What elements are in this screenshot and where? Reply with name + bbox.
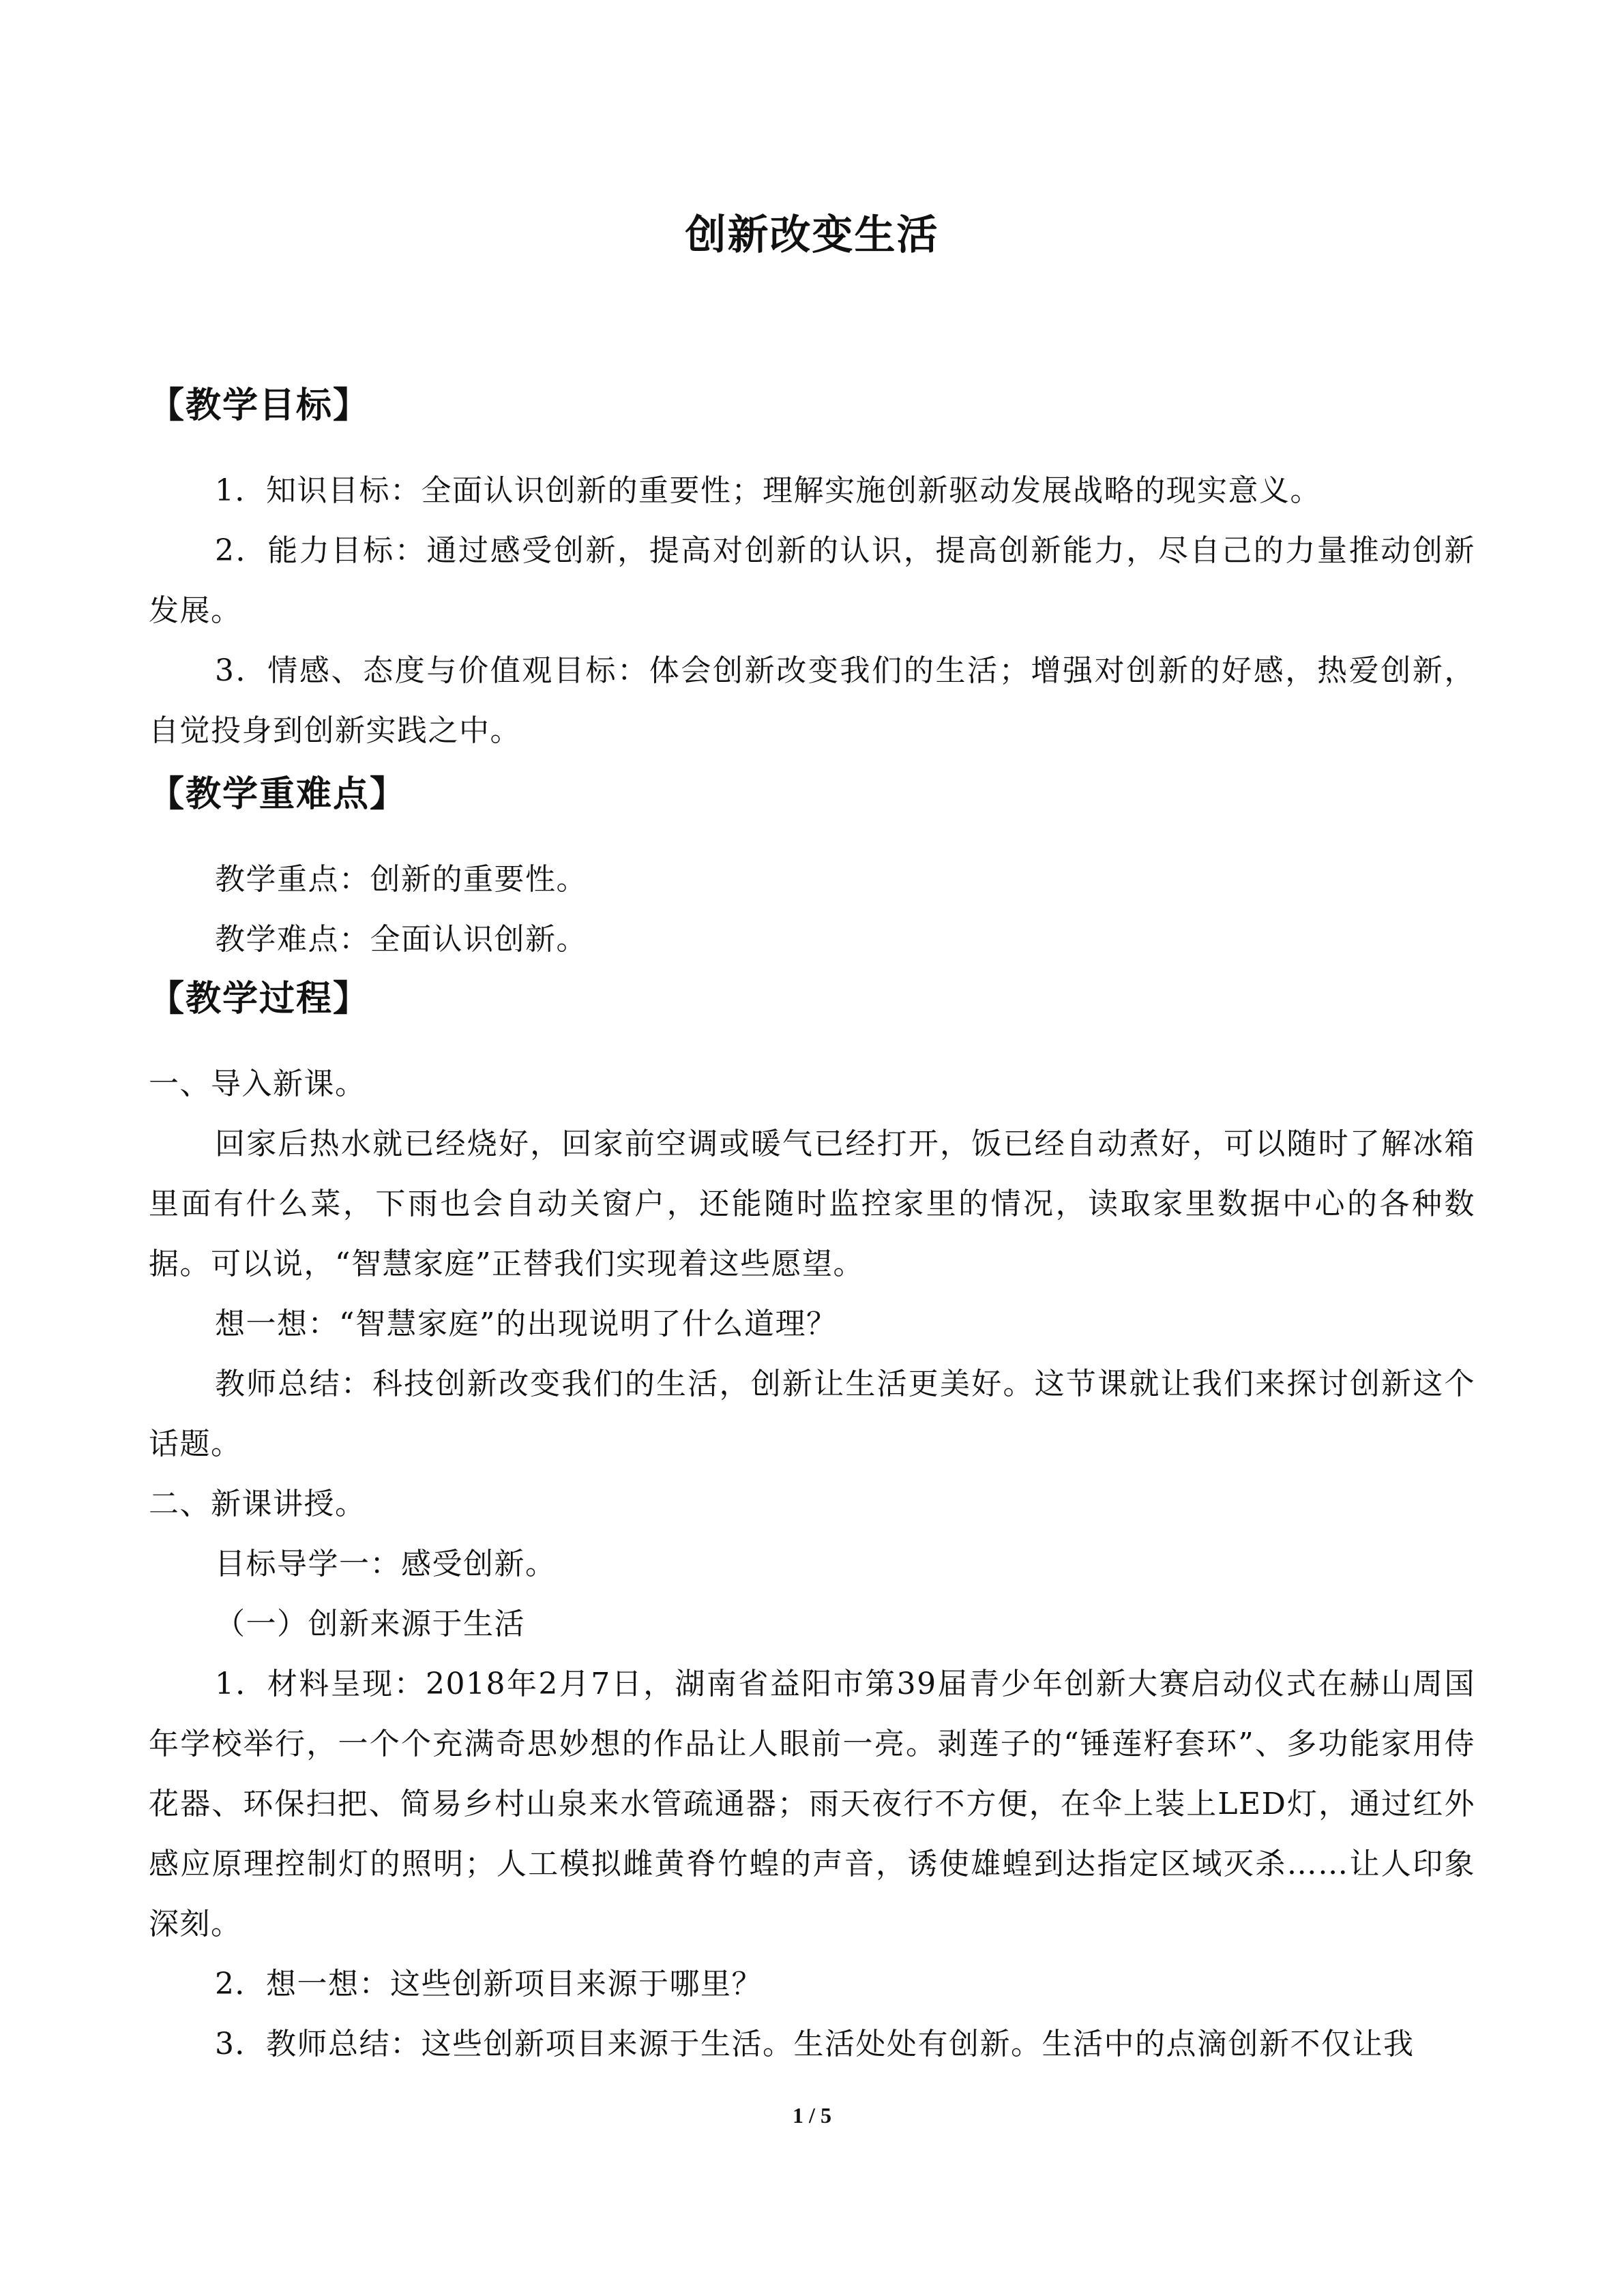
process-part1-intro: 回家后热水就已经烧好，回家前空调或暖气已经打开，饭已经自动煮好，可以随时了解冰箱里面有什么菜，下雨也会自动关窗户，还能随时监控家里的情况，读取家里数据中心的各种数据。可以说，“智慧家庭”正替我们实现着这些愿望。: [149, 1127, 1475, 1281]
objective-3: 3．情感、态度与价值观目标：体会创新改变我们的生活；增强对创新的好感，热爱创新，自觉投身到创新实践之中。: [149, 653, 1475, 748]
process-item3: 3．教师总结：这些创新项目来源于生活。生活处处有创新。生活中的点滴创新不仅让我: [215, 2027, 1415, 2061]
process-item2: 2．想一想：这些创新项目来源于哪里？: [215, 1967, 763, 2001]
page-indicator: 1 / 5: [793, 2103, 831, 2128]
page-title: 创新改变生活: [685, 211, 939, 259]
objective-2: 2．能力目标：通过感受创新，提高对创新的认识，提高创新能力，尽自己的力量推动创新发展。: [149, 533, 1475, 628]
key-point-focus: 教学重点：创新的重要性。: [215, 862, 587, 897]
heading-process: 【教学过程】: [149, 978, 370, 1019]
process-part1-think: 想一想：“智慧家庭”的出现说明了什么道理？: [215, 1307, 838, 1341]
process-sub1: （一）创新来源于生活: [215, 1607, 525, 1641]
heading-key-points: 【教学重难点】: [149, 773, 407, 815]
process-part1-summary: 教师总结：科技创新改变我们的生活，创新让生活更美好。这节课就让我们来探讨创新这个话题。: [149, 1367, 1475, 1461]
process-part2-title: 二、新课讲授。: [149, 1487, 366, 1521]
key-point-difficulty: 教学难点：全面认识创新。: [215, 922, 587, 957]
heading-objectives: 【教学目标】: [149, 385, 370, 426]
process-part1-title: 一、导入新课。: [149, 1067, 366, 1101]
objective-1: 1．知识目标：全面认识创新的重要性；理解实施创新驱动发展战略的现实意义。: [215, 473, 1321, 508]
process-item1: 1．材料呈现：2018年2月7日，湖南省益阳市第39届青少年创新大赛启动仪式在赫山周国年学校举行，一个个充满奇思妙想的作品让人眼前一亮。剥莲子的“锤莲籽套环”、多功能家用侍花器、环保扫把、简易乡村山泉来水管疏通器；雨天夜行不方便，在伞上装上LED灯，通过红外感应原理控制灯的照明；人工模拟雌黄脊竹蝗的声音，诱使雄蝗到达指定区域灭杀……让人印象深刻。: [149, 1667, 1475, 1941]
process-goal1: 目标导学一：感受创新。: [215, 1547, 557, 1581]
